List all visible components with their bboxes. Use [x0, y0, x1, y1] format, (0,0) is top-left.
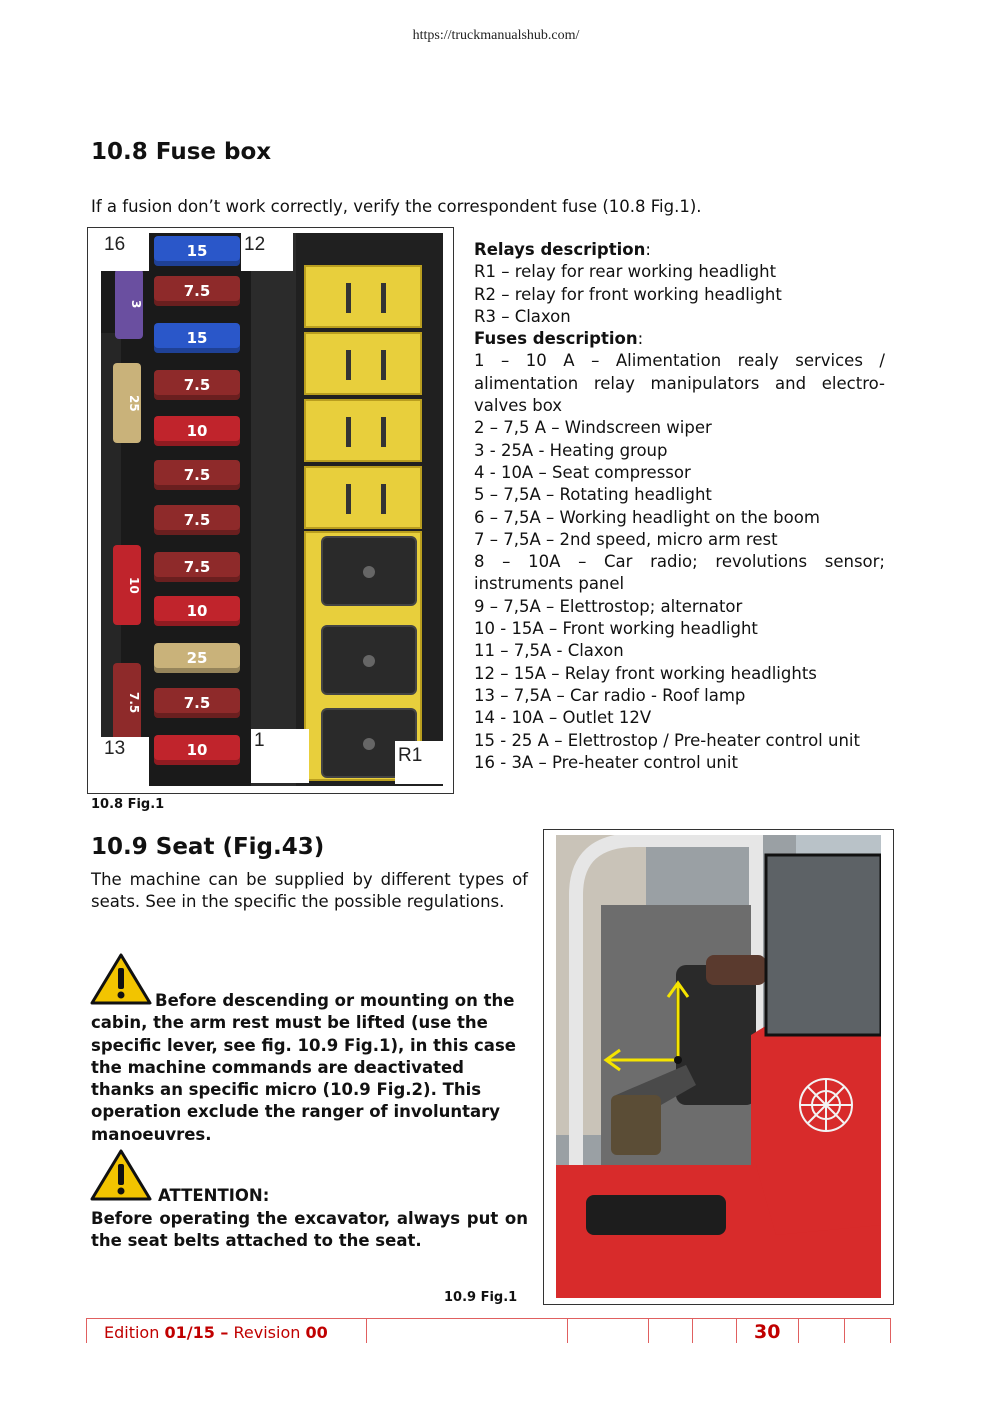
- fuse-item: 9 – 7,5A – Elettrostop; alternator: [474, 596, 743, 616]
- fuse-item: 6 – 7,5A – Working headlight on the boom: [474, 507, 820, 527]
- source-url: https://truckmanualshub.com/: [412, 28, 580, 43]
- fuse-7-5a-6: 7.5: [154, 688, 240, 718]
- figure-label-1: 1: [251, 729, 309, 783]
- fuse-item: 5 – 7,5A – Rotating headlight: [474, 485, 712, 505]
- fuse-item: 7 – 7,5A – 2nd speed, micro arm rest: [474, 529, 778, 549]
- fuse-item: 4 - 10A – Seat compressor: [474, 462, 691, 482]
- fuse-7-5a-5: 7.5: [154, 552, 240, 582]
- black-relay-r2: [321, 625, 417, 695]
- black-relay-r3: [321, 536, 417, 606]
- yellow-relay-2: [304, 332, 422, 395]
- relay-item: R2 – relay for front working headlight: [474, 284, 782, 304]
- fuse-item: 15 - 25 A – Elettrostop / Pre-heater control unit: [474, 730, 860, 750]
- seat-intro: The machine can be supplied by different types of seats. See in the specific the possible regulations.: [91, 870, 528, 912]
- revision-value: 00: [305, 1323, 328, 1342]
- fuse-item: 2 – 7,5 A – Windscreen wiper: [474, 418, 712, 438]
- seat-photo: [556, 835, 881, 1298]
- fuse-item: 1 – 10 A – Alimentation realy services / alimentation relay manipulators and electro-valves box: [474, 351, 885, 416]
- attention-title: ATTENTION:: [158, 1186, 270, 1205]
- edition-value: 01/15 –: [164, 1323, 229, 1342]
- fuse-item: 12 – 15A – Relay front working headlights: [474, 663, 817, 683]
- fuse-item: 8 – 10A – Car radio; revolutions sensor; instruments panel: [474, 552, 885, 594]
- attention-icon: [90, 1149, 152, 1201]
- yellow-relay-4: [304, 466, 422, 529]
- side-fuse-7-5a: 7.5: [113, 663, 141, 743]
- fuses-heading: Fuses description: [474, 329, 638, 349]
- fuse-7-5a-1: 7.5: [154, 276, 240, 306]
- section-title-seat: 10.9 Seat (Fig.43): [91, 834, 325, 860]
- fuse-15a-2: 15: [154, 323, 240, 353]
- fuse-25a: 25: [154, 643, 240, 673]
- fuse-10a-2: 10: [154, 596, 240, 626]
- fuse-7-5a-4: 7.5: [154, 505, 240, 535]
- side-fuse-25a: 25: [113, 363, 141, 443]
- warning-body: Before descending or mounting on the cabin, the arm rest must be lifted (use the specific lever, see fig. 10.9 Fig.1), in this case the machine commands are deactivated thanks an specific micro (10.9 Fig.2). This operation exclude the ranger of involuntary manoeuvres.: [91, 991, 516, 1144]
- page-footer: [86, 1318, 891, 1343]
- side-fuse-10a: 10: [113, 545, 141, 625]
- yellow-relay-3: [304, 399, 422, 462]
- fuse-10a-1: 10: [154, 416, 240, 446]
- page-number: 30: [754, 1321, 781, 1343]
- fuse-item: 10 - 15A – Front working headlight: [474, 619, 758, 639]
- relay-item: R1 – relay for rear working headlight: [474, 262, 777, 282]
- fuse-figure-caption: 10.8 Fig.1: [91, 797, 165, 812]
- seat-figure-caption: 10.9 Fig.1: [444, 1290, 518, 1305]
- fuse-item: 11 – 7,5A - Claxon: [474, 641, 624, 661]
- fuse-15a-1: 15: [154, 236, 240, 266]
- yellow-relay-1: [304, 265, 422, 328]
- relays-fuses-description: Relays description: R1 – relay for rear working headlight R2 – relay for front working headlight R3 – Claxon Fuses description: 1 – 10 A – Alimentation realy services / alimentation relay manipulators and electro-valves box 2 – 7,5 A – Windscreen wiper 3 - 25A - Heating group 4 - 10A – Seat compressor 5 – 7,5A – Rotating headlight 6 – 7,5A – Working headlight on the boom 7 – 7,5A – 2nd speed, micro arm rest 8 – 10A – Car radio; revolutions sensor; instruments panel 9 – 7,5A – Elettrostop; alternator 10 - 15A – Front working headlight 11 – 7,5A - Claxon 12 – 15A – Relay front working headlights 13 – 7,5A – Car radio - Roof lamp 14 - 10A – Outlet 12V 15 - 25 A – Elettrostop / Pre-heater control unit 16 - 3A – Pre-heater control unit: [474, 239, 885, 774]
- attention-text: Before operating the excavator, always put on the seat belts attached to the seat.: [91, 1209, 528, 1251]
- relays-heading: Relays description: [474, 240, 646, 259]
- warning-text: [91, 990, 528, 1146]
- fuse-item: 3 - 25A - Heating group: [474, 440, 668, 460]
- figure-label-16: 16: [101, 233, 149, 271]
- fuse-box-photo: [101, 233, 443, 786]
- figure-label-13: 13: [101, 737, 149, 786]
- figure-label-12: 12: [241, 233, 293, 271]
- relay-item: R3 – Claxon: [474, 306, 571, 326]
- edition-label: Edition: [104, 1323, 160, 1342]
- figure-label-r1: R1: [395, 741, 443, 784]
- fuse-item: 14 - 10A – Outlet 12V: [474, 708, 652, 728]
- fuse-10a-3: 10: [154, 735, 240, 765]
- edition-info: [104, 1323, 328, 1342]
- fuse-7-5a-3: 7.5: [154, 460, 240, 490]
- section-title-fuse-box: 10.8 Fuse box: [91, 139, 272, 165]
- fuse-intro: If a fusion don’t work correctly, verify the correspondent fuse (10.8 Fig.1).: [91, 197, 702, 216]
- fuse-7-5a-2: 7.5: [154, 370, 240, 400]
- fuse-item: 13 – 7,5A – Car radio - Roof lamp: [474, 685, 746, 705]
- fuse-item: 16 - 3A – Pre-heater control unit: [474, 752, 738, 772]
- side-fuse-3a: 3: [115, 269, 143, 339]
- revision-label: Revision: [233, 1323, 301, 1342]
- cabin-illustration: [556, 835, 881, 1298]
